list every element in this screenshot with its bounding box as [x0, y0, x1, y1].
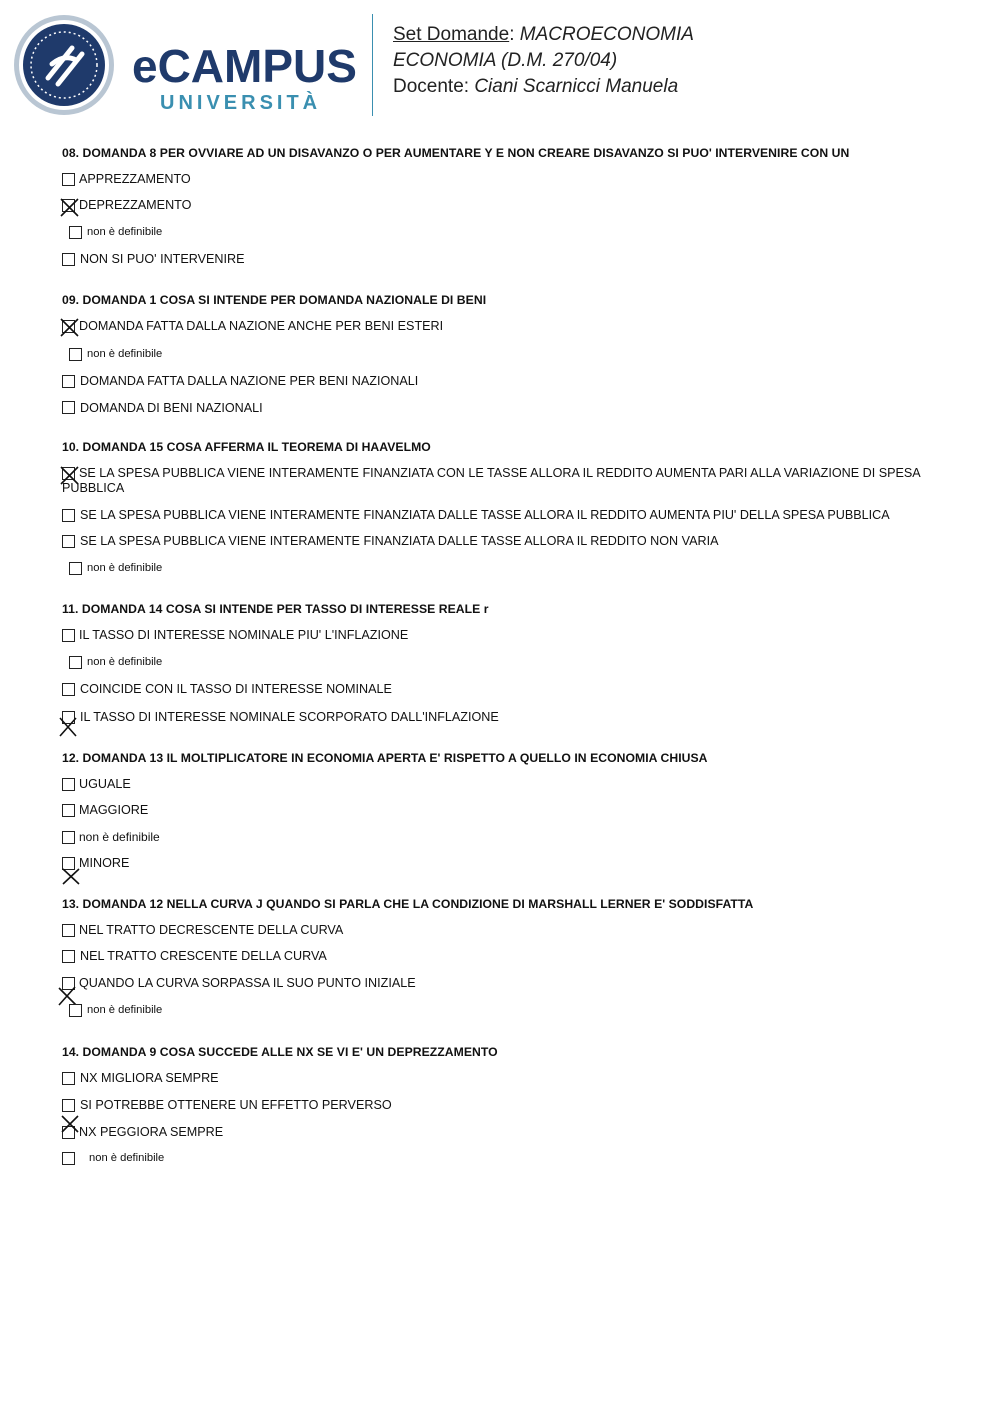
- question-title: 09. DOMANDA 1 COSA SI INTENDE PER DOMANDA NAZIONALE DI BENI: [62, 293, 487, 307]
- option-checkbox[interactable]: [69, 562, 82, 575]
- svg-text:eCAMPUS: eCAMPUS: [132, 40, 357, 92]
- option-checkbox[interactable]: [62, 1099, 75, 1112]
- option-label: NON SI PUO' INTERVENIRE: [80, 252, 245, 266]
- option-label: QUANDO LA CURVA SORPASSA IL SUO PUNTO INIZIALE: [79, 976, 416, 990]
- header-divider: [372, 14, 373, 116]
- option-label: DEPREZZAMENTO: [79, 198, 192, 212]
- option-label: non è definibile: [87, 562, 163, 574]
- option-label: NEL TRATTO DECRESCENTE DELLA CURVA: [79, 923, 344, 937]
- option-checkbox[interactable]: [62, 535, 75, 548]
- option-label: SE LA SPESA PUBBLICA VIENE INTERAMENTE FINANZIATA DALLE TASSE ALLORA IL REDDITO NON VARIA: [80, 534, 719, 548]
- course-line1: MACROECONOMIA: [519, 24, 694, 45]
- option-checkbox[interactable]: [62, 778, 75, 791]
- option-checkbox[interactable]: [62, 629, 75, 642]
- option-label: non è definibile: [89, 1152, 165, 1164]
- option-checkbox[interactable]: [69, 656, 82, 669]
- option-label: COINCIDE CON IL TASSO DI INTERESSE NOMINALE: [80, 682, 392, 696]
- question-title: 10. DOMANDA 15 COSA AFFERMA IL TEOREMA DI HAAVELMO: [62, 440, 431, 454]
- question-title: 13. DOMANDA 12 NELLA CURVA J QUANDO SI PARLA CHE LA CONDIZIONE DI MARSHALL LERNER E' SODDISFATTA: [62, 897, 754, 911]
- teacher-label: Docente:: [393, 76, 470, 97]
- option-label: MAGGIORE: [79, 803, 149, 817]
- cross-mark-icon: [60, 317, 80, 337]
- option-label: MINORE: [79, 856, 130, 870]
- option-label: IL TASSO DI INTERESSE NOMINALE SCORPORATO DALL'INFLAZIONE: [80, 710, 499, 724]
- option-label: DOMANDA FATTA DALLA NAZIONE ANCHE PER BENI ESTERI: [79, 319, 444, 333]
- option-checkbox[interactable]: [62, 375, 75, 388]
- option-label: non è definibile: [87, 656, 163, 668]
- option-checkbox[interactable]: [62, 1152, 75, 1165]
- option-label: DOMANDA DI BENI NAZIONALI: [80, 401, 263, 415]
- svg-text:UNIVERSITÀ: UNIVERSITÀ: [160, 92, 322, 114]
- option-checkbox[interactable]: [62, 173, 75, 186]
- option-checkbox[interactable]: [62, 683, 75, 696]
- option-checkbox[interactable]: [69, 226, 82, 239]
- option-label: IL TASSO DI INTERESSE NOMINALE PIU' L'INFLAZIONE: [79, 628, 409, 642]
- option-checkbox[interactable]: [62, 509, 75, 522]
- set-label: Set Domande: [393, 24, 510, 45]
- colon: :: [509, 24, 515, 45]
- option-checkbox[interactable]: [69, 348, 82, 361]
- option-label: UGUALE: [79, 777, 131, 791]
- teacher-name: Ciani Scarnicci Manuela: [474, 76, 679, 97]
- question-title: 08. DOMANDA 8 PER OVVIARE AD UN DISAVANZO O PER AUMENTARE Y E NON CREARE DISAVANZO SI PUO' INTERVENIRE CON UN: [62, 146, 850, 160]
- option-label: SE LA SPESA PUBBLICA VIENE INTERAMENTE FINANZIATA CON LE TASSE ALLORA IL REDDITO AUMENTA PARI ALLA VARIAZIONE DI SPESA PUBBLICA: [62, 466, 921, 495]
- option-label: DOMANDA FATTA DALLA NAZIONE PER BENI NAZIONALI: [80, 374, 419, 388]
- cross-mark-icon: [57, 986, 77, 1006]
- course-line2: ECONOMIA (D.M. 270/04): [393, 50, 618, 71]
- option-label: non è definibile: [87, 1004, 163, 1016]
- cross-mark-icon: [60, 1114, 80, 1134]
- option-checkbox[interactable]: [69, 1004, 82, 1017]
- cross-mark-icon: [60, 197, 80, 217]
- cross-mark-icon: [61, 867, 81, 887]
- option-checkbox[interactable]: [62, 924, 75, 937]
- option-label: non è definibile: [87, 226, 163, 238]
- document-header: [393, 22, 694, 100]
- cross-mark-icon: [58, 717, 78, 737]
- question-title: 12. DOMANDA 13 IL MOLTIPLICATORE IN ECONOMIA APERTA E' RISPETTO A QUELLO IN ECONOMIA CHIUSA: [62, 751, 708, 765]
- option-label: APPREZZAMENTO: [79, 172, 191, 186]
- option-checkbox[interactable]: [62, 950, 75, 963]
- option-label: NX PEGGIORA SEMPRE: [79, 1125, 224, 1139]
- question-title: 14. DOMANDA 9 COSA SUCCEDE ALLE NX SE VI E' UN DEPREZZAMENTO: [62, 1045, 498, 1059]
- option-checkbox[interactable]: [62, 253, 75, 266]
- option-checkbox[interactable]: [62, 401, 75, 414]
- option-label: SE LA SPESA PUBBLICA VIENE INTERAMENTE FINANZIATA DALLE TASSE ALLORA IL REDDITO AUMENTA PIU' DELLA SPESA PUBBLICA: [80, 508, 890, 522]
- option-label: NX MIGLIORA SEMPRE: [80, 1071, 219, 1085]
- question-title: 11. DOMANDA 14 COSA SI INTENDE PER TASSO DI INTERESSE REALE r: [62, 602, 489, 616]
- option-checkbox[interactable]: [62, 1072, 75, 1085]
- option-checkbox[interactable]: [62, 831, 75, 844]
- option-checkbox[interactable]: [62, 804, 75, 817]
- option-label: NEL TRATTO CRESCENTE DELLA CURVA: [80, 949, 327, 963]
- option-label: non è definibile: [87, 348, 163, 360]
- option-label: non è definibile: [79, 830, 160, 844]
- option-label: SI POTREBBE OTTENERE UN EFFETTO PERVERSO: [80, 1098, 392, 1112]
- ecampus-logo: [14, 14, 359, 118]
